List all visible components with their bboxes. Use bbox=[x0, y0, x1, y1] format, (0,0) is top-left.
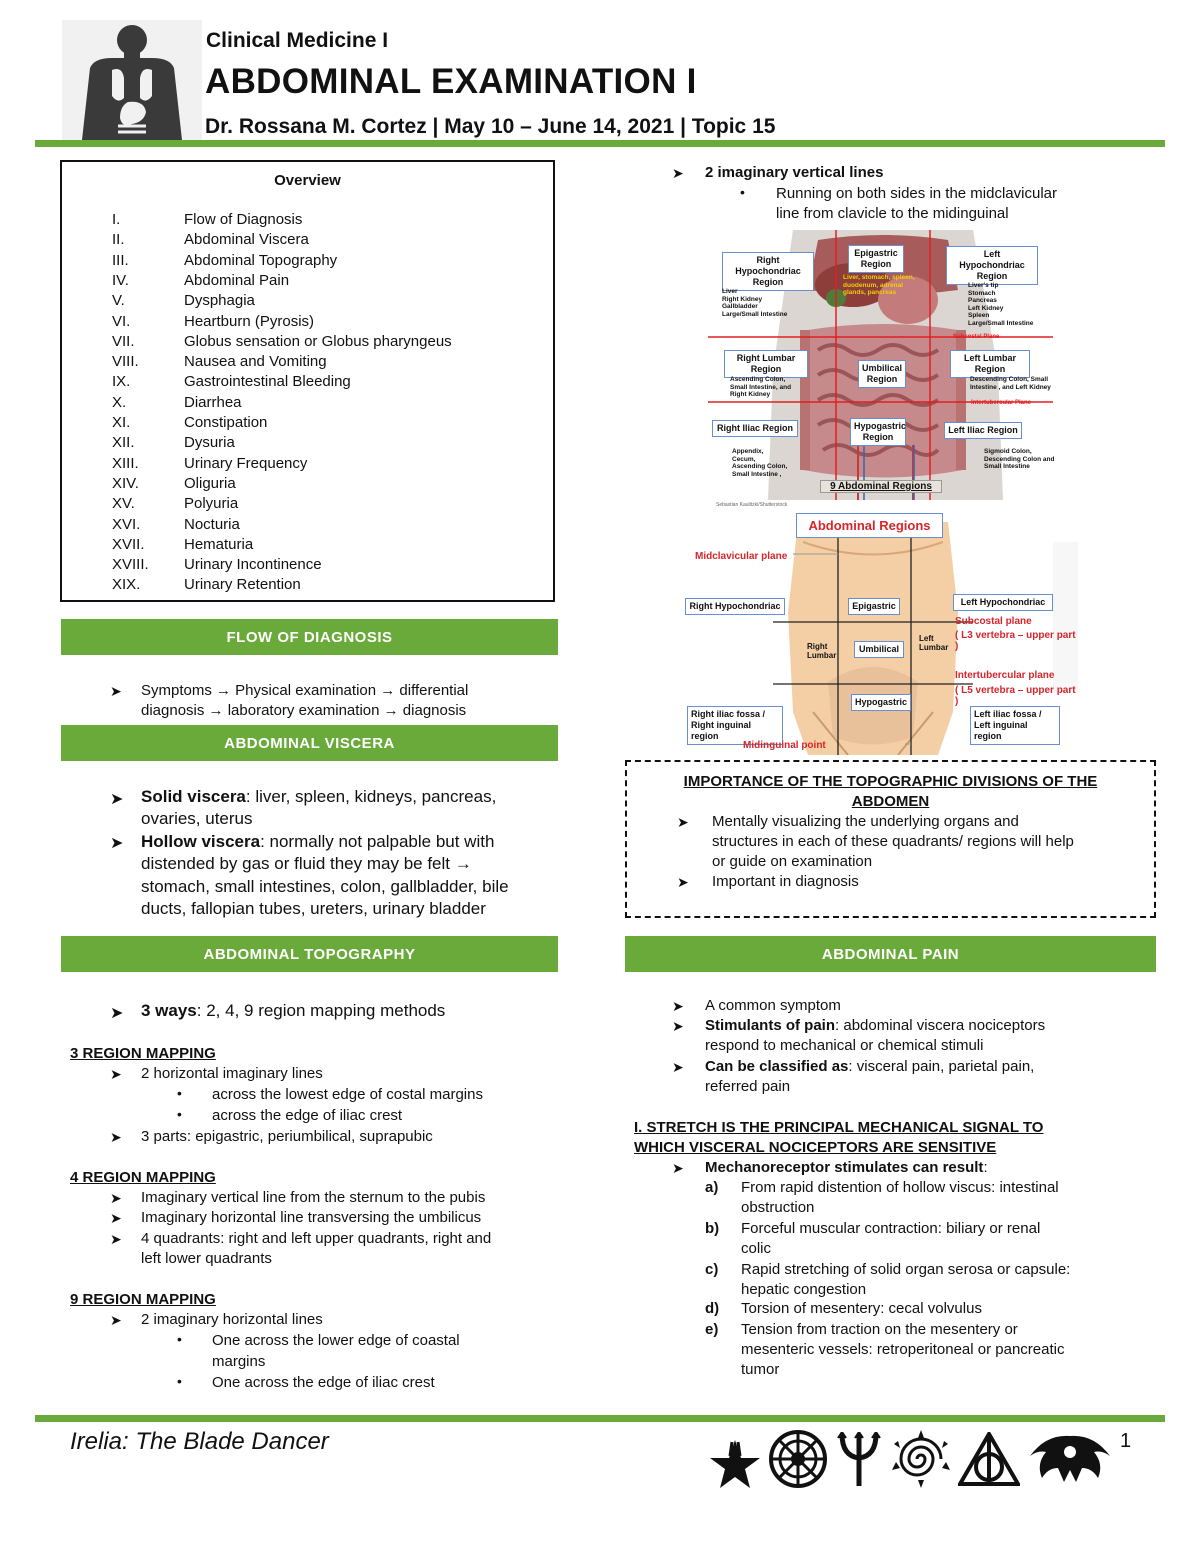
page-title: ABDOMINAL EXAMINATION I bbox=[205, 62, 697, 101]
arrow-bullet-icon: ➤ bbox=[677, 874, 689, 890]
tag-left-lumbar: Left Lumbar Region bbox=[950, 350, 1030, 378]
tag-right-hypochondriac: Right Hypochondriac Region bbox=[722, 252, 814, 291]
vlines-text-1: Running on both sides in the midclavicular bbox=[776, 185, 1057, 202]
course-name: Clinical Medicine I bbox=[206, 29, 389, 52]
r4-c2: left lower quadrants bbox=[141, 1250, 272, 1267]
organs-left-hypochondriac: Liver's tip Stomach Pancreas Left Kidney Spleen Large/Small Intestine bbox=[968, 282, 1034, 327]
fig2-right-lumbar bbox=[807, 642, 836, 660]
fig2-left-lumbar-l1: Left bbox=[919, 634, 934, 643]
nine-regions-figure bbox=[708, 230, 1053, 513]
arrow-bullet-icon: ➤ bbox=[672, 1160, 684, 1176]
overview-item-number: I. bbox=[112, 211, 121, 228]
tag-right-iliac: Right Iliac Region bbox=[712, 420, 798, 437]
importance-b1-l1: Mentally visualizing the underlying organs and bbox=[712, 813, 1019, 830]
organs-right-hypochondriac: Liver Right Kidney Gallbladder Large/Small Intestine bbox=[722, 288, 788, 318]
pain-p3-l2: referred pain bbox=[705, 1078, 791, 1095]
organs-right-iliac: Appendix, Cecum, Ascending Colon, Small Intestine , bbox=[732, 448, 788, 478]
fig2-left-iliac-l2: Left inguinal region bbox=[974, 720, 1028, 741]
arrow-bullet-icon: ➤ bbox=[110, 1231, 122, 1247]
dharma-wheel-icon bbox=[766, 1430, 830, 1488]
organs-epigastric: Liver, stomach, spleen, duodenum, adrenal glands, pancreas bbox=[843, 274, 915, 296]
tag-epigastric: Epigastric Region bbox=[848, 245, 904, 273]
importance-b1-l3: or guide on examination bbox=[712, 853, 873, 870]
flow-line-1: Symptoms → Physical examination → differential bbox=[141, 682, 469, 699]
three-region-title: 3 REGION MAPPING bbox=[70, 1045, 216, 1062]
tag-left-iliac: Left Iliac Region bbox=[944, 422, 1022, 439]
r3-a1: across the lowest edge of costal margins bbox=[212, 1086, 483, 1103]
fig2-right-hypochondriac: Right Hypochondriac bbox=[685, 598, 785, 615]
overview-item-number: XIV. bbox=[112, 474, 139, 492]
arrow-bullet-icon: ➤ bbox=[110, 1190, 122, 1206]
figure1-title: 9 Abdominal Regions bbox=[820, 480, 942, 493]
arrow-bullet-icon: ➤ bbox=[110, 1312, 122, 1328]
fig2-right-iliac-l1: Right iliac fossa / bbox=[691, 709, 766, 719]
dot-bullet-icon: • bbox=[177, 1373, 182, 1389]
r3-b: 3 parts: epigastric, periumbilical, suprapubic bbox=[141, 1128, 433, 1145]
organs-right-lumbar: Ascending Colon, Small Intestine, and Right Kidney bbox=[730, 376, 792, 398]
intertubercular-plane-label: Intertubercular Plane bbox=[971, 400, 1032, 406]
list-item-text: colic bbox=[741, 1240, 772, 1257]
figure2-title: Abdominal Regions bbox=[796, 513, 943, 538]
solid-viscera-line bbox=[141, 786, 496, 809]
pain-p2-label: Stimulants of pain bbox=[705, 1017, 836, 1034]
overview-heading: Overview bbox=[274, 172, 341, 189]
organs-left-iliac: Sigmoid Colon, Descending Colon and Small Intestine bbox=[984, 448, 1055, 470]
vlines-text-2: line from clavicle to the midinguinal bbox=[776, 205, 1009, 222]
arrow-bullet-icon: ➤ bbox=[110, 683, 122, 699]
page-number: 1 bbox=[1120, 1430, 1132, 1452]
arrow-bullet-icon: ➤ bbox=[672, 998, 684, 1014]
konoha-swirl-icon bbox=[888, 1430, 954, 1488]
list-item-letter: c) bbox=[705, 1261, 719, 1278]
footer-emblems bbox=[708, 1430, 1118, 1488]
midinguinal-label: Midinguinal point bbox=[743, 740, 826, 751]
figure1-credit: Sebastian Kaulitzki/Shutterstock bbox=[716, 502, 788, 508]
dot-bullet-icon: • bbox=[740, 184, 745, 200]
hollow-viscera-line-4: ducts, fallopian tubes, ureters, urinary bladder bbox=[141, 899, 486, 918]
overview-item-label: Urinary Retention bbox=[184, 576, 301, 594]
overview-item-label: Flow of Diagnosis bbox=[184, 211, 303, 228]
organs-left-lumbar: Descending Colon, Small Intestine , and Left Kidney bbox=[970, 376, 1051, 391]
subcostal-label: Subcostal plane bbox=[955, 616, 1032, 627]
vlines-label: 2 imaginary vertical lines bbox=[705, 164, 884, 181]
overview-item-number: III. bbox=[112, 251, 129, 269]
overview-item-label: Urinary Incontinence bbox=[184, 556, 322, 574]
fig2-left-lumbar bbox=[919, 634, 948, 652]
overview-item-number: V. bbox=[112, 292, 125, 310]
fig2-right-lumbar-l2: Lumbar bbox=[807, 651, 837, 660]
solid-viscera-line-2: ovaries, uterus bbox=[141, 809, 253, 828]
r3-a2: across the edge of iliac crest bbox=[212, 1107, 403, 1124]
overview-item-number: VI. bbox=[112, 312, 131, 330]
arrow-bullet-icon: ➤ bbox=[110, 1066, 122, 1082]
list-item-text: mesenteric vessels: retroperitoneal or pancreatic bbox=[741, 1341, 1065, 1358]
fig2-right-iliac-l2: Right inguinal region bbox=[691, 720, 751, 741]
overview-item-number: XV. bbox=[112, 495, 135, 513]
fig2-right-lumbar-l1: Right bbox=[807, 642, 828, 651]
r9-a1a: One across the lower edge of coastal bbox=[212, 1332, 460, 1349]
importance-title-1: IMPORTANCE OF THE TOPOGRAPHIC DIVISIONS OF THE bbox=[683, 773, 1098, 790]
r9-a1b: margins bbox=[212, 1353, 266, 1370]
nine-region-title: 9 REGION MAPPING bbox=[70, 1291, 216, 1308]
overview-item-label: Heartburn (Pyrosis) bbox=[184, 312, 315, 330]
r4-a: Imaginary vertical line from the sternum to the pubis bbox=[141, 1189, 486, 1206]
overview-item-label: Nausea and Vomiting bbox=[184, 353, 327, 371]
r3-a: 2 horizontal imaginary lines bbox=[141, 1065, 323, 1082]
overview-item-label: Diarrhea bbox=[184, 393, 242, 411]
overview-item-number: X. bbox=[112, 393, 127, 411]
section-bar-flow: FLOW OF DIAGNOSIS bbox=[61, 619, 558, 655]
hollow-viscera-line-2: distended by gas or fluid they may be felt → bbox=[141, 854, 472, 873]
list-item-letter: b) bbox=[705, 1220, 720, 1237]
hollow-viscera-line bbox=[141, 831, 494, 854]
tag-umbilical: Umbilical Region bbox=[858, 360, 906, 388]
arrow-bullet-icon: ➤ bbox=[672, 165, 684, 181]
midclavicular-label: Midclavicular plane bbox=[695, 551, 788, 562]
list-item-text: tumor bbox=[741, 1361, 780, 1378]
arrow-bullet-icon: ➤ bbox=[110, 1210, 122, 1226]
pain-p1: A common symptom bbox=[705, 997, 841, 1014]
abdominal-regions-figure bbox=[683, 512, 1078, 755]
hollow-viscera-line-3: stomach, small intestines, colon, gallbladder, bile bbox=[141, 877, 509, 896]
mech-colon: : bbox=[983, 1159, 988, 1176]
mech-label: Mechanoreceptor stimulates can result bbox=[705, 1159, 984, 1176]
overview-item-label: Oliguria bbox=[184, 474, 236, 492]
overview-item-number: IV. bbox=[112, 271, 129, 289]
page-subtitle: Dr. Rossana M. Cortez | May 10 – June 14, 2021 | Topic 15 bbox=[205, 115, 776, 138]
importance-box bbox=[625, 760, 1156, 918]
r4-b: Imaginary horizontal line transversing the umbilicus bbox=[141, 1209, 482, 1226]
r9-a: 2 imaginary horizontal lines bbox=[141, 1311, 323, 1328]
footer-divider bbox=[35, 1415, 1165, 1422]
list-item-text: From rapid distention of hollow viscus: intestinal bbox=[741, 1179, 1059, 1196]
solid-viscera-label: Solid viscera bbox=[141, 787, 246, 806]
pain-p3-text: : visceral pain, parietal pain, bbox=[848, 1058, 1035, 1075]
section-bar-viscera: ABDOMINAL VISCERA bbox=[61, 725, 558, 761]
dragon-icon bbox=[1024, 1430, 1116, 1488]
arrow-bullet-icon: ➤ bbox=[110, 1005, 124, 1022]
overview-item-number: XIX. bbox=[112, 576, 141, 594]
overview-item-label: Globus sensation or Globus pharyngeus bbox=[184, 332, 452, 350]
overview-item-label: Nocturia bbox=[184, 515, 240, 533]
fig2-left-hypochondriac: Left Hypochondriac bbox=[953, 594, 1053, 611]
hollow-viscera-label: Hollow viscera bbox=[141, 832, 261, 851]
arrow-bullet-icon: ➤ bbox=[672, 1059, 684, 1075]
overview-item-number: IX. bbox=[112, 373, 131, 391]
overview-item-label: Abdominal Pain bbox=[184, 271, 290, 289]
intertubercular-sub-label: ( L5 vertebra – upper part ) bbox=[955, 685, 1076, 707]
overview-item-label: Polyuria bbox=[184, 495, 239, 513]
overview-box bbox=[60, 160, 555, 602]
fig2-left-iliac-l1: Left iliac fossa / bbox=[974, 709, 1042, 719]
dot-bullet-icon: • bbox=[177, 1331, 182, 1347]
fig2-epigastric: Epigastric bbox=[848, 598, 900, 615]
solid-viscera-text: : liver, spleen, kidneys, pancreas, bbox=[245, 787, 497, 806]
tag-left-hypochondriac: Left Hypochondriac Region bbox=[946, 246, 1038, 285]
overview-item-label: Abdominal Topography bbox=[184, 251, 338, 269]
overview-item-number: XVIII. bbox=[112, 556, 149, 574]
arrow-bullet-icon: ➤ bbox=[672, 1018, 684, 1034]
deathly-hallows-icon bbox=[958, 1432, 1020, 1486]
arrow-bullet-icon: ➤ bbox=[110, 791, 124, 808]
overview-item-number: XVII. bbox=[112, 535, 145, 553]
overview-item-label: Dysuria bbox=[184, 434, 235, 452]
stretch-title-2: WHICH VISCERAL NOCICEPTORS ARE SENSITIVE bbox=[634, 1139, 997, 1156]
section-bar-topography: ABDOMINAL TOPOGRAPHY bbox=[61, 936, 558, 972]
overview-item-label: Abdominal Viscera bbox=[184, 231, 309, 249]
pain-p2 bbox=[705, 1016, 1045, 1036]
overview-item-label: Hematuria bbox=[184, 535, 254, 553]
arrow-bullet-icon: ➤ bbox=[110, 835, 124, 852]
mech-line bbox=[705, 1158, 988, 1178]
pain-p3-label: Can be classified as bbox=[705, 1058, 849, 1075]
ways-text: : 2, 4, 9 region mapping methods bbox=[196, 1001, 446, 1020]
overview-item-number: XI. bbox=[112, 414, 131, 431]
overview-item-number: XII. bbox=[112, 434, 135, 452]
dot-bullet-icon: • bbox=[177, 1106, 182, 1122]
overview-item-number: XVI. bbox=[112, 515, 141, 533]
dot-bullet-icon: • bbox=[177, 1085, 182, 1101]
hollow-viscera-text: : normally not palpable but with bbox=[260, 832, 495, 851]
tag-hypogastric: Hypogastric Region bbox=[850, 418, 906, 446]
subcostal-sub-label: ( L3 vertebra – upper part ) bbox=[955, 630, 1076, 652]
pain-p2-l2: respond to mechanical or chemical stimuli bbox=[705, 1037, 984, 1054]
four-region-title: 4 REGION MAPPING bbox=[70, 1169, 216, 1186]
fig2-left-iliac bbox=[970, 706, 1060, 745]
hamilton-star-icon bbox=[708, 1438, 762, 1490]
ways-label: 3 ways bbox=[141, 1001, 197, 1020]
r4-c1: 4 quadrants: right and left upper quadrants, right and bbox=[141, 1230, 492, 1247]
subcostal-plane-label: Subcostal Plane bbox=[953, 334, 1000, 340]
arrow-bullet-icon: ➤ bbox=[110, 1129, 122, 1145]
fig2-left-lumbar-l2: Lumbar bbox=[919, 643, 949, 652]
list-item-letter: d) bbox=[705, 1300, 720, 1317]
pain-p3 bbox=[705, 1057, 1034, 1077]
list-item-text: Tension from traction on the mesentery or bbox=[741, 1321, 1018, 1338]
trident-icon bbox=[836, 1432, 882, 1486]
overview-item-number: XIII. bbox=[112, 454, 139, 472]
list-item-letter: a) bbox=[705, 1179, 719, 1196]
flow-line-2: diagnosis → laboratory examination → diagnosis bbox=[141, 702, 467, 719]
overview-item-number: II. bbox=[112, 231, 125, 249]
overview-item-label: Constipation bbox=[184, 414, 268, 431]
human-torso-organs-icon bbox=[62, 20, 202, 140]
overview-item-label: Dysphagia bbox=[184, 292, 255, 310]
list-item-text: Rapid stretching of solid organ serosa or capsule: bbox=[741, 1261, 1071, 1278]
intertubercular-label: Intertubercular plane bbox=[955, 670, 1055, 681]
list-item-text: obstruction bbox=[741, 1199, 815, 1216]
overview-item-number: VIII. bbox=[112, 353, 139, 371]
header-divider bbox=[35, 140, 1165, 147]
list-item-text: Forceful muscular contraction: biliary or renal bbox=[741, 1220, 1041, 1237]
importance-b1-l2: structures in each of these quadrants/ regions will help bbox=[712, 833, 1074, 850]
pain-p2-text: : abdominal viscera nociceptors bbox=[835, 1017, 1046, 1034]
stretch-title-1: I. STRETCH IS THE PRINCIPAL MECHANICAL SIGNAL TO bbox=[634, 1119, 1044, 1136]
overview-item-number: VII. bbox=[112, 332, 135, 350]
list-item-text: hepatic congestion bbox=[741, 1281, 867, 1298]
overview-item-label: Urinary Frequency bbox=[184, 454, 308, 472]
section-bar-pain: ABDOMINAL PAIN bbox=[625, 936, 1156, 972]
fig2-hypogastric: Hypogastric bbox=[851, 694, 911, 711]
footer-author: Irelia: The Blade Dancer bbox=[70, 1428, 329, 1455]
importance-b2: Important in diagnosis bbox=[712, 873, 859, 890]
list-item-letter: e) bbox=[705, 1321, 719, 1338]
fig2-umbilical: Umbilical bbox=[854, 641, 904, 658]
arrow-bullet-icon: ➤ bbox=[677, 814, 689, 830]
ways-line bbox=[141, 1000, 445, 1023]
importance-title-2: ABDOMEN bbox=[851, 793, 930, 810]
tag-right-lumbar: Right Lumbar Region bbox=[724, 350, 808, 378]
overview-item-label: Gastrointestinal Bleeding bbox=[184, 373, 351, 391]
list-item-text: Torsion of mesentery: cecal volvulus bbox=[741, 1300, 982, 1317]
r9-a2: One across the edge of iliac crest bbox=[212, 1374, 435, 1391]
